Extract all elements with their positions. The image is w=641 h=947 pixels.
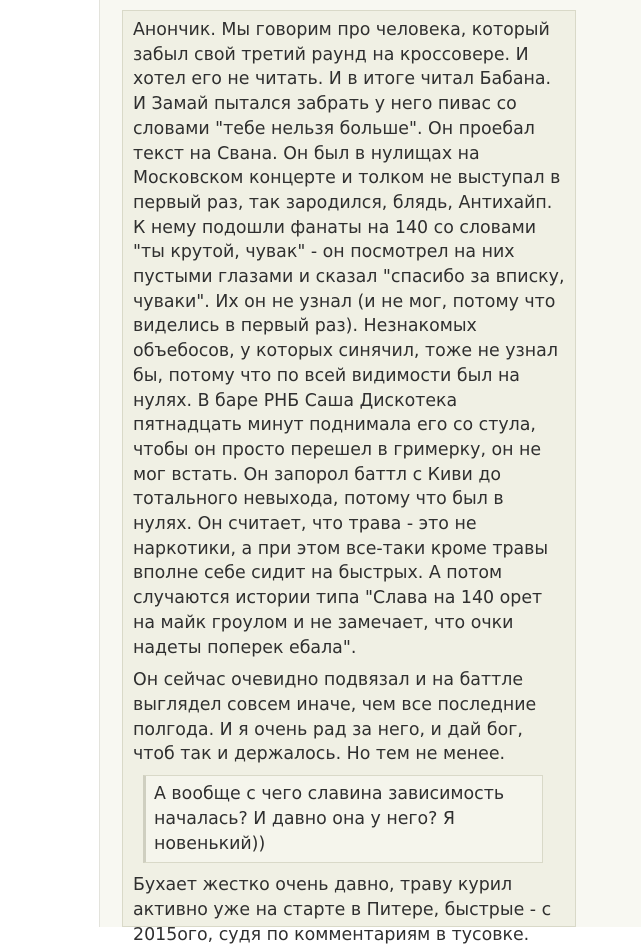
post-body — [122, 10, 576, 945]
post-paragraph-main: Анончик. Мы говорим про человека, который забыл свой третий раунд на кроссовере. И хотел его не читать. И в итоге читал Бабана. И Замай пытался забрать у него пивас со словами "тебе нельзя больше". Он проебал текст на Свана. Он был в нулищах на Московском концерте и толком не выступал в первый раз, так зародился, блядь, Антихайп. К нему подошли фанаты на 140 со словами "ты крутой, чувак" - он посмотрел на них пустыми глазами и сказал "спасибо за вписку, чуваки". Их он не узнал (и не мог, потому что виделись в первый раз). Незнакомых объебосов, у которых синячил, тоже не узнал бы, потому что по всей видимости был на нулях. В баре РНБ Саша Дискотека пятнадцать минут поднимала его со стула, чтобы он просто перешел в гримерку, он не мог встать. Он запорол баттл с Киви до тотального невыхода, потому что был в нулях. Он считает, что трава - это не наркотики, а при этом все-таки кроме травы вполне себе сидит на быстрых. А потом случаются истории типа "Слава на 140 орет на майк гроулом и не замечает, что очки надеты поперек ебала". — [133, 20, 565, 658]
post-paragraph-followup: Он сейчас очевидно подвязал и на баттле выглядел совсем иначе, чем все последние полгода. И я очень рад за него, и дай бог, чтоб так и держалось. Но тем не менее. — [133, 670, 537, 765]
quoted-message: А вообще с чего славина зависимость началась? И давно она у него? Я новенький)) — [143, 775, 543, 863]
post-paragraph-reply: Бухает жестко очень давно, траву курил активно уже на старте в Питере, быстрые - с 2015ого, судя по комментариям в тусовке. — [133, 875, 552, 945]
